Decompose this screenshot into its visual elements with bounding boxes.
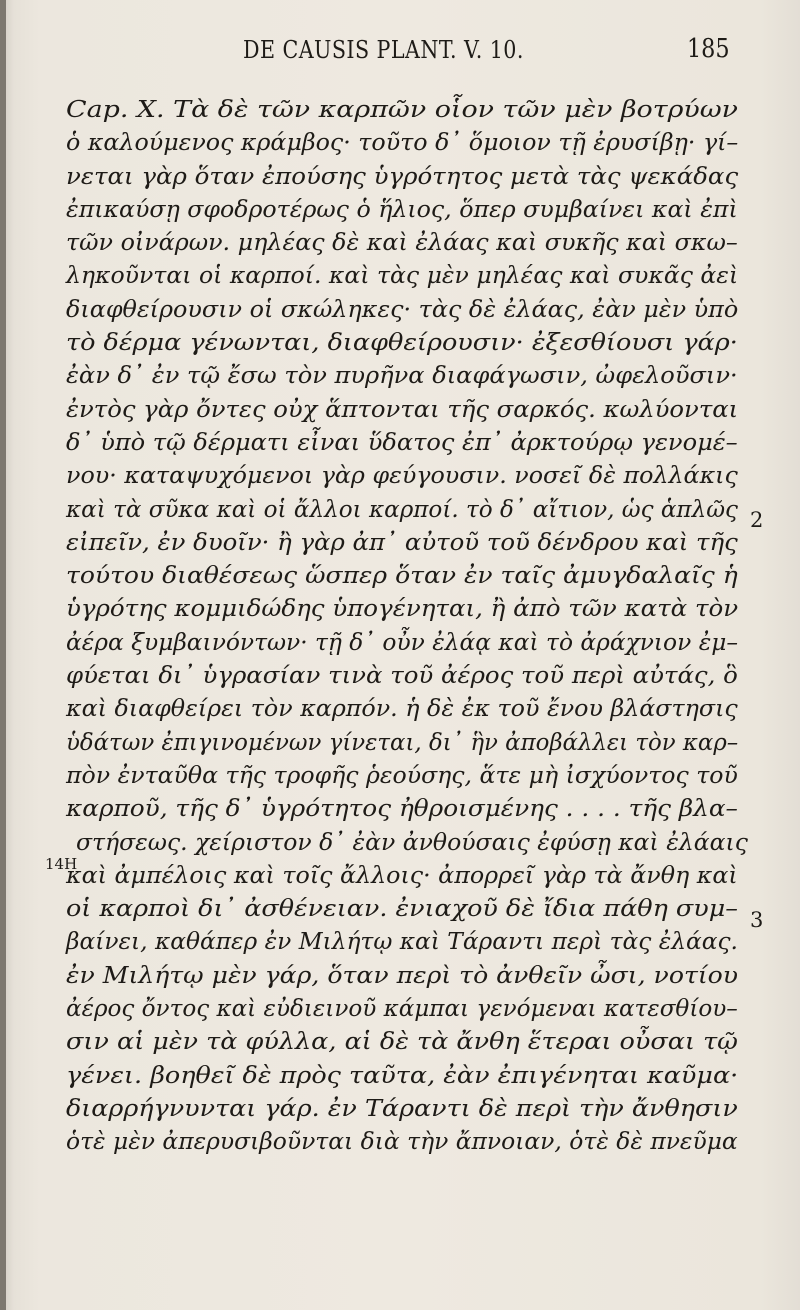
- text-line-content: ληκοῦνται οἱ καρποί. καὶ τὰς μὲν μηλέας καὶ συκᾶς ἀεὶ: [66, 263, 739, 290]
- text-line: [66, 260, 746, 293]
- text-line-content: διαρρήγνυνται γάρ. ἐν Τάραντι δὲ περὶ τὴν ἄνθησιν: [66, 1095, 738, 1122]
- text-line-content: καρποῦ, τῆς δ᾽ ὑγρότητος ἠθροισμένης . . . . τῆς βλα–: [66, 796, 738, 823]
- text-line: [66, 1026, 746, 1059]
- text-line: [66, 593, 746, 626]
- text-line: [66, 360, 746, 393]
- text-line-content: διαφθείρουσιν οἱ σκώληκες· τὰς δὲ ἐλάας, ἐὰν μὲν ὑπὸ: [66, 296, 739, 323]
- text-line-content: ἐὰν δ᾽ ἐν τῷ ἔσω τὸν πυρῆνα διαφάγωσιν, ὠφελοῦσιν·: [66, 363, 738, 390]
- margin-section-number-2: 2: [750, 508, 764, 532]
- text-line: [66, 960, 746, 993]
- text-line: [66, 560, 746, 593]
- text-line-content: τούτου διαθέσεως ὥσπερ ὅταν ἐν ταῖς ἀμυγδαλαῖς ἡ: [66, 563, 738, 590]
- text-line-content: καὶ ἀμπέλοις καὶ τοῖς ἄλλοις· ἀπορρεῖ γὰρ τὰ ἄνθη καὶ: [66, 862, 738, 889]
- page-number: 185: [687, 34, 730, 64]
- text-line: [66, 427, 746, 460]
- text-line-content: ἐπικαύσῃ σφοδροτέρως ὁ ἥλιος, ὅπερ συμβαίνει καὶ ἐπὶ: [66, 196, 738, 223]
- text-line-content: ἀέρα ξυμβαινόντων· τῇ δ᾽ οὖν ἐλάᾳ καὶ τὸ ἀράχνιον ἐμ–: [66, 629, 739, 656]
- text-line-content: δ᾽ ὑπὸ τῷ δέρματι εἶναι ὕδατος ἐπ᾽ ἀρκτούρῳ γενομέ–: [66, 429, 738, 456]
- text-line-content: νου· καταψυχόμενοι γὰρ φεύγουσιν. νοσεῖ δὲ πολλάκις: [66, 463, 738, 490]
- text-line-content: τὸ δέρμα γένωνται, διαφθείρουσιν· ἐξεσθίουσι γάρ·: [66, 330, 738, 357]
- text-line-content: Cap. X. Τὰ δὲ τῶν καρπῶν οἷον τῶν μὲν βοτρύων: [66, 97, 739, 123]
- text-line-content: τῶν οἰνάρων. μηλέας δὲ καὶ ἐλάας καὶ συκῆς καὶ σκω–: [66, 230, 738, 257]
- text-line-content: βαίνει, καθάπερ ἐν Μιλήτῳ καὶ Τάραντι περὶ τὰς ἐλάας.: [66, 929, 738, 956]
- text-line-content: ἐντὸς γὰρ ὄντες οὐχ ἅπτονται τῆς σαρκός. κωλύονται: [66, 396, 739, 423]
- text-line-content: καὶ διαφθείρει τὸν καρπόν. ἡ δὲ ἐκ τοῦ ἔνου βλάστησις: [66, 696, 738, 723]
- text-line: [66, 194, 746, 227]
- text-line: [76, 827, 746, 860]
- text-line: [66, 760, 746, 793]
- text-line-content: ἐν Μιλήτῳ μὲν γάρ, ὅταν περὶ τὸ ἀνθεῖν ὦσι, νοτίου: [66, 962, 739, 989]
- book-spine-shadow: [0, 0, 6, 1310]
- text-line: [66, 993, 746, 1026]
- text-line: [66, 1093, 746, 1126]
- running-title: DE CAUSIS PLANT. V. 10.: [243, 36, 524, 64]
- text-line-content: σιν αἱ μὲν τὰ φύλλα, αἱ δὲ τὰ ἄνθη ἕτεραι οὖσαι τῷ: [66, 1029, 738, 1056]
- text-line: [66, 294, 746, 327]
- text-line: [66, 660, 746, 693]
- text-line: [66, 94, 746, 127]
- text-line: [66, 460, 746, 493]
- text-line: [66, 1060, 746, 1093]
- text-line: [66, 494, 746, 527]
- text-line: [66, 860, 746, 893]
- text-line-content: ὑγρότης κομμιδώδης ὑπογένηται, ἢ ἀπὸ τῶν κατὰ τὸν: [66, 596, 739, 623]
- text-line: [66, 926, 746, 959]
- text-line: [66, 127, 746, 160]
- text-line: [66, 727, 746, 760]
- text-line: [66, 793, 746, 826]
- text-line: [66, 693, 746, 726]
- text-line: [66, 527, 746, 560]
- text-line: [66, 161, 746, 194]
- text-line-content: γένει. βοηθεῖ δὲ πρὸς ταῦτα, ἐὰν ἐπιγένηται καῦμα·: [66, 1062, 739, 1089]
- text-line: [66, 227, 746, 260]
- text-line-content: νεται γὰρ ὅταν ἐπούσης ὑγρότητος μετὰ τὰς ψεκάδας: [66, 163, 739, 190]
- text-line: [66, 394, 746, 427]
- text-line-content: εἰπεῖν, ἐν δυοῖν· ἢ γὰρ ἀπ᾽ αὐτοῦ τοῦ δένδρου καὶ τῆς: [66, 529, 738, 556]
- margin-left-reference: 14H: [45, 855, 78, 873]
- text-line-content: ὑδάτων ἐπιγινομένων γίνεται, δι᾽ ἣν ἀποβάλλει τὸν καρ–: [66, 729, 739, 756]
- text-line: [66, 893, 746, 926]
- text-line: [66, 327, 746, 360]
- text-line-content: φύεται δι᾽ ὑγρασίαν τινὰ τοῦ ἀέρος τοῦ περὶ αὐτάς, ὃ: [66, 663, 738, 690]
- text-line: [66, 627, 746, 660]
- text-line: [66, 1126, 746, 1159]
- main-text-block: [66, 94, 746, 1160]
- page-header: [0, 32, 800, 68]
- text-line-content: ὁτὲ μὲν ἀπερυσιβοῦνται διὰ τὴν ἄπνοιαν, ὁτὲ δὲ πνεῦμα: [66, 1129, 738, 1156]
- text-line-content: στήσεως. χείριστον δ᾽ ἐὰν ἀνθούσαις ἐφύσῃ καὶ ἐλάαις: [76, 829, 748, 856]
- text-line-content: πὸν ἐνταῦθα τῆς τροφῆς ῥεούσης, ἅτε μὴ ἰσχύοντος τοῦ: [66, 762, 738, 789]
- text-line-content: ὁ καλούμενος κράμβος· τοῦτο δ᾽ ὅμοιον τῇ ἐρυσίβῃ· γί–: [66, 130, 739, 157]
- text-line-content: ἀέρος ὄντος καὶ εὐδιεινοῦ κάμπαι γενόμεναι κατεσθίου–: [66, 996, 738, 1023]
- text-line-content: καὶ τὰ σῦκα καὶ οἱ ἄλλοι καρποί. τὸ δ᾽ αἴτιον, ὡς ἁπλῶς: [66, 496, 738, 523]
- margin-section-number-3: 3: [750, 908, 764, 932]
- text-line-content: οἱ καρποὶ δι᾽ ἀσθένειαν. ἐνιαχοῦ δὲ ἴδια πάθη συμ–: [66, 896, 738, 923]
